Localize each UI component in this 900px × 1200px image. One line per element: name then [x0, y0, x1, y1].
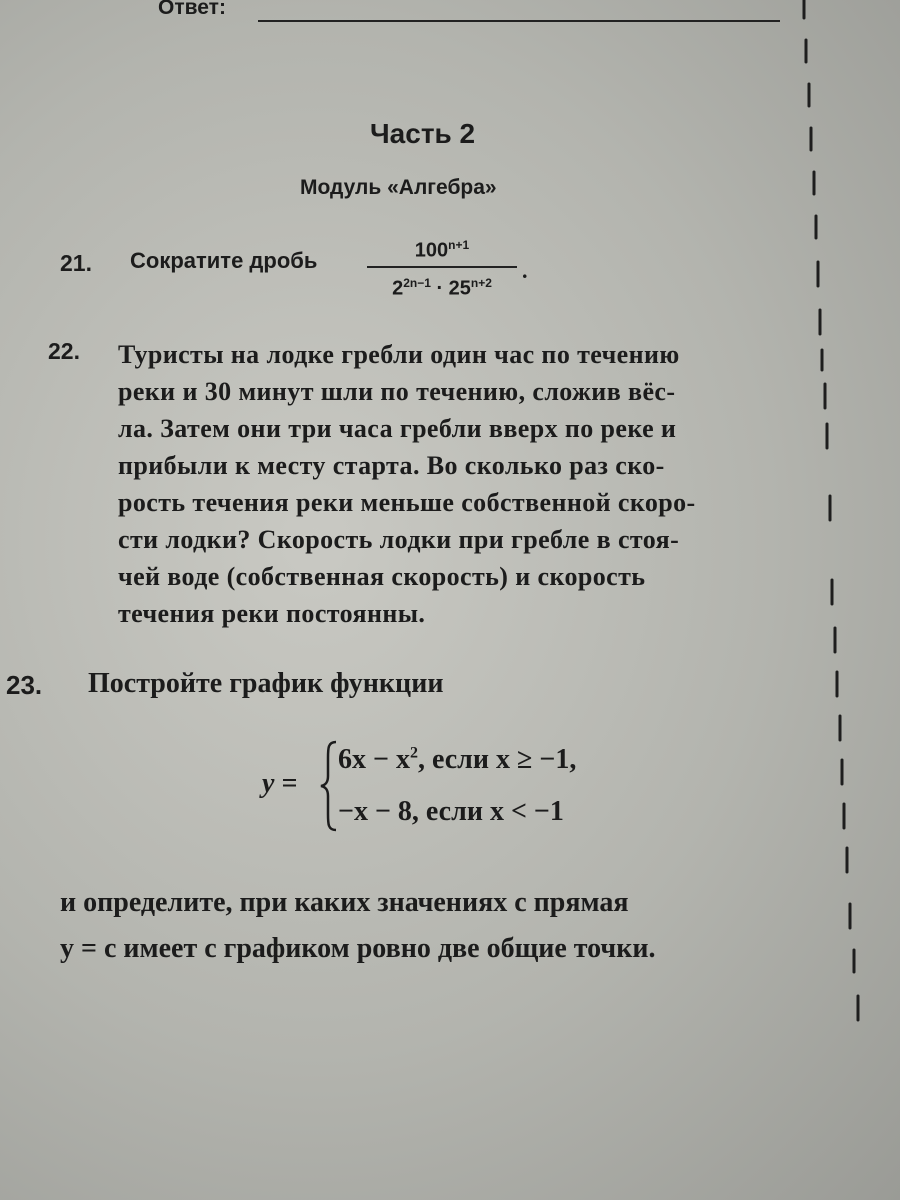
task-21-number: 21. — [60, 250, 92, 276]
part-title: Часть 2 — [370, 118, 476, 149]
fraction-numerator: $100^{n+1}$ — [414, 238, 470, 262]
task-23-line: y = c имеет с графиком ровно две общие точки. — [60, 933, 656, 964]
task-22-line: ла. Затем они три часа гребли вверх по реке и — [118, 414, 677, 443]
task-23-intro: Постройте график функции — [88, 668, 444, 699]
answer-line — [258, 20, 780, 22]
task-21-fraction — [367, 232, 517, 301]
piecewise-case-1: $6x - x^2$, если x ≥ −1, — [338, 744, 577, 775]
task-22-line: течения реки постоянны. — [118, 599, 426, 628]
task-22-line: Туристы на лодке гребли один час по течению — [118, 340, 680, 369]
task-22-line: сти лодки? Скорость лодки при гребле в стоя- — [118, 525, 680, 554]
task-23-line: и определите, при каких значениях c прямая — [60, 887, 629, 918]
fraction-denominator: $2^{2n-1} \cdot 25^{n+2}$ — [392, 275, 492, 300]
task-22-line: реки и 30 минут шли по течению, сложив вёс- — [118, 377, 676, 406]
task-21-text: Сократите дробь — [130, 248, 318, 273]
answer-field — [158, 0, 226, 20]
fraction-bar — [367, 266, 517, 268]
task-22-text — [118, 336, 808, 632]
curly-brace — [318, 738, 340, 839]
task-22-line: рость течения реки меньше собственной скоро- — [118, 488, 696, 517]
task-21-period: . — [522, 258, 528, 283]
piecewise-case-2: −x − 8, если x < −1 — [338, 796, 564, 827]
task-22-number: 22. — [48, 338, 80, 364]
task-23-number: 23. — [6, 670, 43, 700]
module-title: Модуль «Алгебра» — [300, 176, 497, 199]
task-22-line: чей воде (собственная скорость) и скорость — [118, 562, 646, 591]
task-23-question — [60, 880, 840, 972]
task-22-line: прибыли к месту старта. Во сколько раз ско- — [118, 451, 665, 480]
function-lhs: y = — [262, 768, 298, 799]
answer-label: Ответ: — [158, 0, 226, 19]
